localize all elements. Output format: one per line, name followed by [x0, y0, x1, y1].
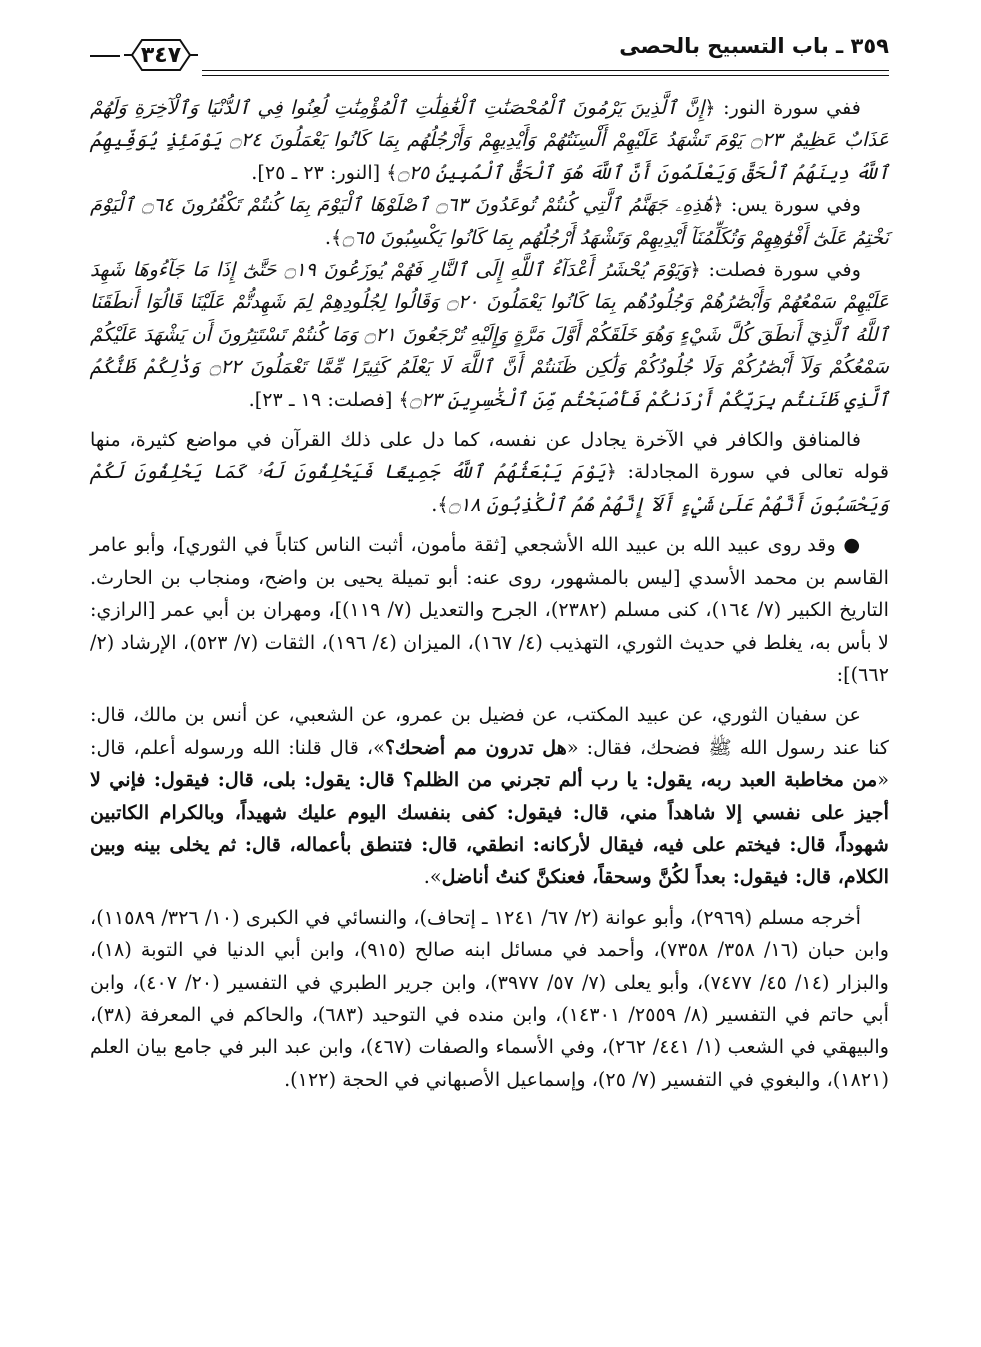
- paragraph-takhrij: [90, 902, 889, 1096]
- verse-citation: [فصلت: ١٩ ـ ٢٣].: [248, 387, 399, 411]
- header-rule-short: [90, 55, 120, 57]
- hadith-quote-1: هل تدرون مم أضحك؟: [384, 735, 567, 759]
- ornate-bracket-open: ﴿: [689, 258, 701, 282]
- quran-verse: يَوْمَ يَبْعَثُهُمُ ٱللَّهُ جَمِيعًا فَيَحْلِفُونَ لَهُۥ كَمَا يَحْلِفُونَ لَكُمْ وَيَحْسَبُونَ أَنَّهُمْ عَلَىٰ شَيْءٍ أَلَآ إِنَّهُمْ هُمُ ٱلْكَٰذِبُونَ ۝١٨: [90, 460, 889, 516]
- paragraph-narrators: [90, 529, 889, 691]
- chapter-title: ٣٥٩ ـ باب التسبيح بالحصى: [619, 34, 889, 58]
- verse-citation: .: [431, 492, 438, 516]
- quran-verse: هَٰذِهِۦ جَهَنَّمُ ٱلَّتِي كُنتُمْ تُوعَدُونَ ۝٦٣ ٱصْلَوْهَا ٱلْيَوْمَ بِمَا كُنتُمْ تَكْفُرُونَ ۝٦٤ ٱلْيَوْمَ نَخْتِمُ عَلَىٰٓ أَفْوَٰهِهِمْ وَتُكَلِّمُنَآ أَيْدِيهِمْ وَتَشْهَدُ أَرْجُلُهُم بِمَا كَانُوا يَكْسِبُونَ ۝٦٥: [90, 193, 889, 249]
- ornate-bracket-close: ﴾: [386, 160, 398, 184]
- hadith-end: ».: [423, 865, 442, 889]
- ornate-bracket-open: ﴿: [712, 193, 724, 217]
- ornate-bracket-close: ﴾: [398, 387, 410, 411]
- page-number: ٣٤٧: [140, 42, 182, 68]
- bullet-icon: ●: [835, 533, 861, 557]
- ornate-bracket-open: ﴿: [704, 96, 716, 119]
- ornate-bracket-close: ﴾: [437, 492, 449, 516]
- paragraph-surah-nur: [90, 92, 889, 189]
- takhrij-text: أخرجه مسلم (٢٩٦٩)، وأبو عوانة (٢/ ٦٧/ ١٢٤١ ـ إتحاف)، والنسائي في الكبرى (١٠/ ٣٢٦/ ١١٥٨٩)، وابن حبان (١٦/ ٣٥٨/ ٧٣٥٨)، وأحمد في مسائل ابنه صالح (٩١٥)، وابن أبي الدنيا في التوبة (١٨)، والبزار (١٤/ ٤٥/ ٧٤٧٧)، وأبو يعلى (٧/ ٥٧/ ٣٩٧٧)، وابن جرير الطبري في التفسير (٢٠/ ٤٠٧)، وابن أبي حاتم في التفسير (٨/ ٢٥٥٩/ ١٤٣٠١)، وابن منده في التوحيد (٦٨٣)، والحاكم في المعرفة (٣٨)، والبيهقي في الشعب (١/ ٤٤١/ ٢٦٢)، وفي الأسماء والصفات (٤٦٧)، وابن عبد البر في جامع بيان العلم (١٨٢١)، والبغوي في التفسير (٧/ ٢٥)، وإسماعيل الأصبهاني في الحجة (١٢٢).: [90, 905, 889, 1091]
- paragraph-munafiq: [90, 424, 889, 521]
- page-number-badge: [122, 36, 200, 74]
- verse-citation: [النور: ٢٣ ـ ٢٥].: [251, 160, 387, 184]
- page-body: [90, 92, 889, 1096]
- quran-verse: وَيَوْمَ يُحْشَرُ أَعْدَآءُ ٱللَّهِ إِلَى ٱلنَّارِ فَهُمْ يُوزَعُونَ ۝١٩ حَتَّىٰٓ إِذَا مَا جَآءُوهَا شَهِدَ عَلَيْهِمْ سَمْعُهُمْ وَأَبْصَٰرُهُمْ وَجُلُودُهُم بِمَا كَانُوا يَعْمَلُونَ ۝٢٠ وَقَالُوا لِجُلُودِهِمْ لِمَ شَهِدتُّمْ عَلَيْنَا قَالُوٓا أَنطَقَنَا ٱللَّهُ ٱلَّذِيٓ أَنطَقَ كُلَّ شَيْءٍ وَهُوَ خَلَقَكُمْ أَوَّلَ مَرَّةٍ وَإِلَيْهِ تُرْجَعُونَ ۝٢١ وَمَا كُنتُمْ تَسْتَتِرُونَ أَن يَشْهَدَ عَلَيْكُمْ سَمْعُكُمْ وَلَآ أَبْصَٰرُكُمْ وَلَا جُلُودُكُمْ وَلَٰكِن ظَنَنتُمْ أَنَّ ٱللَّهَ لَا يَعْلَمُ كَثِيرًا مِّمَّا تَعْمَلُونَ ۝٢٢ وَذَٰلِكُمْ ظَنُّكُمُ ٱلَّذِي ظَنَنتُم بِرَبِّكُمْ أَرْدَىٰكُمْ فَأَصْبَحْتُم مِّنَ ٱلْخَٰسِرِينَ ۝٢٣: [90, 258, 890, 411]
- verse-citation: .: [324, 225, 331, 249]
- ornate-bracket-open: ﴿: [605, 460, 618, 484]
- quran-verse: إِنَّ ٱلَّذِينَ يَرْمُونَ ٱلْمُحْصَنَٰتِ ٱلْغَٰفِلَٰتِ ٱلْمُؤْمِنَٰتِ لُعِنُوا فِي ٱلدُّنْيَا وَٱلْآخِرَةِ وَلَهُمْ عَذَابٌ عَظِيمٌ ۝٢٣ يَوْمَ تَشْهَدُ عَلَيْهِمْ أَلْسِنَتُهُمْ وَأَيْدِيهِمْ وَأَرْجُلُهُم بِمَا كَانُوا يَعْمَلُونَ ۝٢٤ يَوْمَئِذٍ يُوَفِّيهِمُ ٱللَّهُ دِينَهُمُ ٱلْحَقَّ وَيَعْلَمُونَ أَنَّ ٱللَّهَ هُوَ ٱلْحَقُّ ٱلْمُبِينُ ۝٢٥: [90, 96, 889, 184]
- paragraph-intro: فالمنافق والكافر في الآخرة يجادل عن نفسه، كما دل على ذلك القرآن في مواضع كثيرة، منها قوله تعالى في سورة المجادلة:: [90, 428, 889, 484]
- header-rule-double: [202, 70, 889, 76]
- paragraph-intro: ففي سورة النور:: [715, 96, 861, 119]
- paragraph-surah-yasin: [90, 189, 889, 254]
- hadith-quote-2: من مخاطبة العبد ربه، يقول: يا رب ألم تجرني من الظلم؟ قال: يقول: بلى، قال: فيقول: فإني لا أجيز على نفسي إلا شاهداً مني، قال: فيقول: كفى بنفسك اليوم عليك شهيداً، وبالكرام الكاتبين شهوداً، قال: فيختم على فيه، فيقال لأركانه: انطقي، قال: فتنطق بأعماله، قال: ثم يخلى بينه وبين الكلام، قال: فيقول: بعداً لكُنَّ وسحقاً، فعنكنَّ كنتُ أناضل: [90, 768, 889, 889]
- paragraph-hadith: [90, 699, 889, 893]
- narrators-text: وقد روى عبيد الله بن عبيد الله الأشجعي [ثقة مأمون، أثبت الناس كتاباً في الثوري]، وأبو عامر القاسم بن محمد الأسدي [ليس بالمشهور، روى عنه: أبو تميلة يحيى بن واضح، ومنجاب بن الحارث. التاريخ الكبير (٧/ ١٦٤)، كنى مسلم (٢٣٨٢)، الجرح والتعديل (٧/ ١١٩)]، ومهران بن أبي عمر [الرازي: لا بأس به، يغلط في حديث الثوري، التهذيب (٤/ ١٦٧)، الميزان (٤/ ١٩٦)، الثقات (٧/ ٥٢٣)، الإرشاد (٢/ ٦٦٢)]:: [90, 533, 890, 686]
- paragraph-intro: وفي سورة يس:: [723, 193, 861, 217]
- hadith-connector: »، قال قلنا: الله ورسوله أعلم، قال: «: [90, 735, 889, 792]
- paragraph-intro: وفي سورة فصلت:: [700, 258, 861, 282]
- hadith-isnad: عن سفيان الثوري، عن عبيد المكتب، عن فضيل بن عمرو، عن الشعبي، عن أنس بن مالك، قال: كنا عند رسول الله ﷺ فضحك، فقال: «: [90, 703, 889, 759]
- paragraph-surah-fussilat: [90, 254, 889, 416]
- ornate-bracket-close: ﴾: [330, 225, 343, 249]
- page-header: [90, 34, 889, 80]
